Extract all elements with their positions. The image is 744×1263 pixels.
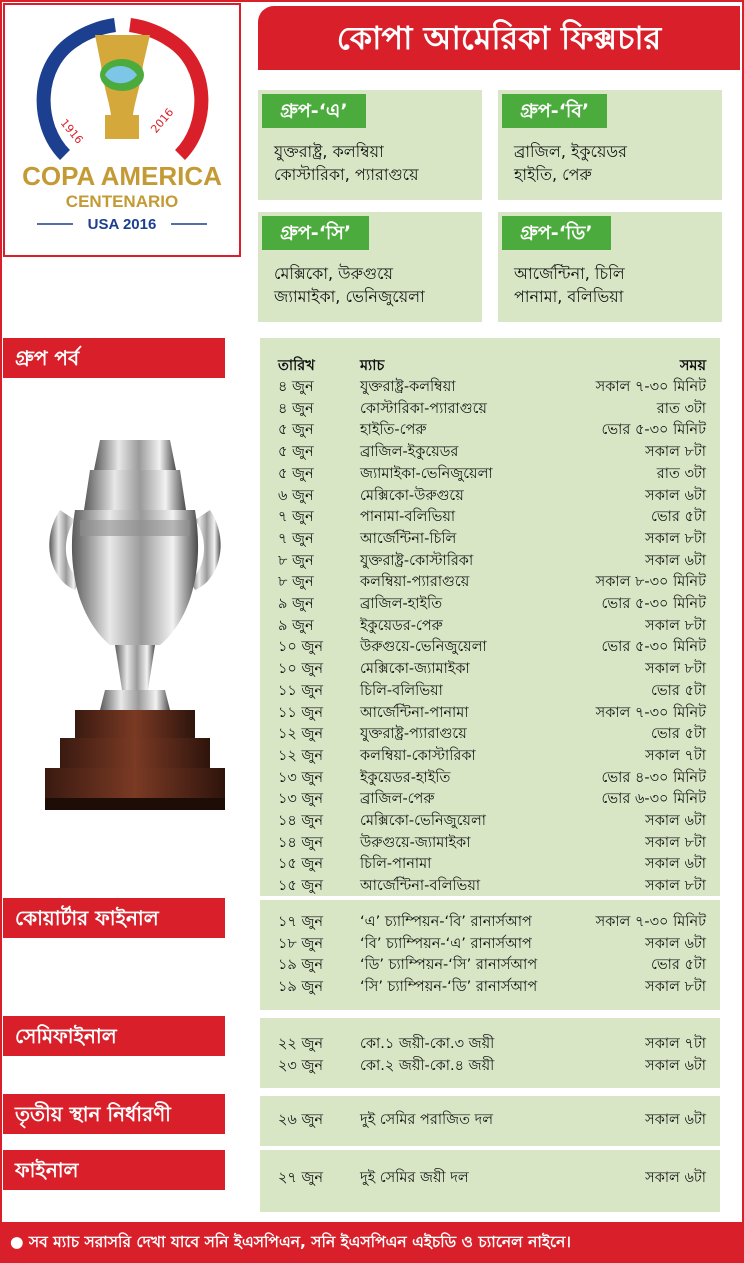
cell-time: ভোর ৪-৩০ মিনিট: [601, 769, 706, 786]
cell-time: সকাল ৭টা: [645, 747, 706, 764]
group-a-label: গ্রুপ-‘এ’: [262, 94, 366, 128]
cell-time: সকাল ৬টা: [645, 1170, 706, 1186]
svg-text:CENTENARIO: CENTENARIO: [65, 192, 179, 211]
table-row: [260, 833, 720, 854]
cell-date: ১০ জুন: [278, 661, 324, 678]
group-b-label: গ্রুপ-‘বি’: [502, 94, 607, 128]
cell-match: কো.১ জয়ী-কো.৩ জয়ী: [360, 1036, 495, 1052]
cell-match: হাইতি-পেরু: [360, 422, 427, 439]
cell-date: ২৬ জুন: [278, 1112, 324, 1128]
header-match: ম্যাচ: [360, 358, 385, 374]
cell-time: ভোর ৬-৩০ মিনিট: [601, 791, 706, 808]
cell-time: সকাল ৭-৩০ মিনিট: [595, 704, 706, 721]
third-place-schedule: [260, 1096, 720, 1146]
cell-time: সকাল ৮টা: [645, 878, 706, 895]
table-row: [260, 1110, 720, 1131]
cell-time: সকাল ৮টা: [645, 834, 706, 851]
cell-date: ৮ জুন: [278, 552, 314, 569]
cell-match: মেক্সিকো-ভেনিজুয়েলা: [360, 813, 486, 829]
cell-match: মেক্সিকো-উরুগুয়ে: [360, 487, 464, 504]
cell-date: ৫ জুন: [278, 422, 314, 439]
group-c-teams-2: জ্যামাইকা, ভেনিজুয়েলা: [274, 287, 425, 306]
table-row: [260, 1056, 720, 1077]
cell-date: ১৯ জুন: [278, 978, 324, 995]
table-row: [260, 377, 720, 398]
cell-time: সকাল ৬টা: [645, 552, 706, 569]
cell-match: ‘সি’ চ্যাম্পিয়ন-‘ডি’ রানার্সআপ: [360, 978, 538, 995]
header-date: তারিখ: [278, 358, 315, 374]
table-row: [260, 724, 720, 745]
section-label-third-place: তৃতীয় স্থান নির্ধারণী: [3, 1094, 225, 1134]
cell-match: জ্যামাইকা-ভেনিজুয়েলা: [360, 465, 493, 482]
cell-match: দুই সেমির জয়ী দল: [360, 1170, 469, 1186]
cell-date: ৬ জুন: [278, 487, 314, 504]
cell-match: ব্রাজিল-পেরু: [360, 791, 435, 808]
table-row: [260, 746, 720, 767]
table-row: [260, 594, 720, 615]
section-label-final: ফাইনাল: [3, 1150, 225, 1190]
group-d-box: [498, 212, 722, 322]
cell-match: যুক্তরাষ্ট্র-প্যারাগুয়ে: [360, 726, 467, 743]
cell-date: ৫ জুন: [278, 465, 314, 482]
cell-date: ১৮ জুন: [278, 935, 324, 952]
table-header: [260, 356, 720, 377]
cell-time: ভোর ৫-৩০ মিনিট: [601, 422, 706, 439]
cell-time: সকাল ৬টা: [645, 856, 706, 873]
cell-time: সকাল ৬টা: [645, 813, 706, 829]
cell-match: দুই সেমির পরাজিত দল: [360, 1112, 494, 1128]
group-b-teams-2: হাইতি, পেরু: [514, 165, 592, 184]
table-row: [260, 637, 720, 658]
cell-match: ‘এ’ চ্যাম্পিয়ন-‘বি’ রানার্সআপ: [360, 914, 532, 930]
cell-time: সকাল ৮-৩০ মিনিট: [595, 574, 706, 591]
cell-time: সকাল ৮টা: [645, 661, 706, 678]
table-row: [260, 399, 720, 420]
cell-date: ১৪ জুন: [278, 834, 324, 851]
cell-time: ভোর ৫টা: [651, 682, 706, 699]
cell-date: ১২ জুন: [278, 747, 324, 764]
cell-date: ৭ জুন: [278, 530, 314, 547]
group-stage-schedule: [260, 338, 720, 896]
semi-final-schedule: [260, 1018, 720, 1088]
table-row: [260, 854, 720, 875]
cell-date: ৮ জুন: [278, 574, 314, 591]
table-row: [260, 420, 720, 441]
section-label-group-stage: গ্রুপ পর্ব: [3, 338, 225, 378]
cell-match: উরুগুয়ে-জ্যামাইকা: [360, 834, 471, 851]
cell-match: ‘ডি’ চ্যাম্পিয়ন-‘সি’ রানার্সআপ: [360, 957, 538, 973]
svg-text:USA 2016: USA 2016: [87, 216, 157, 233]
cell-date: ২৭ জুন: [278, 1170, 324, 1186]
svg-text:COPA AMERICA: COPA AMERICA: [22, 161, 222, 191]
cell-time: সকাল ৭-৩০ মিনিট: [595, 914, 706, 930]
group-b-teams-1: ব্রাজিল, ইকুয়েডর: [514, 142, 627, 161]
table-row: [260, 977, 720, 998]
table-row: [260, 442, 720, 463]
cell-time: সকাল ৭টা: [645, 1036, 706, 1052]
cell-match: কোস্টারিকা-প্যারাগুয়ে: [360, 400, 487, 417]
cell-time: সকাল ৬টা: [645, 1112, 706, 1128]
svg-text:2016: 2016: [148, 105, 177, 136]
table-row: [260, 681, 720, 702]
cell-date: ১৫ জুন: [278, 878, 324, 895]
svg-text:1916: 1916: [57, 116, 86, 147]
table-row: [260, 934, 720, 955]
cell-date: ৪ জুন: [278, 379, 314, 395]
table-row: [260, 876, 720, 897]
group-c-label: গ্রুপ-‘সি’: [262, 216, 369, 250]
cell-date: ৯ জুন: [278, 617, 314, 634]
cell-date: ৯ জুন: [278, 596, 314, 612]
table-row: [260, 789, 720, 810]
cell-date: ১২ জুন: [278, 726, 324, 743]
table-row: [260, 507, 720, 528]
cell-date: ১৪ জুন: [278, 813, 324, 829]
group-d-teams-2: পানামা, বলিভিয়া: [514, 287, 624, 306]
cell-match: ইকুয়েডর-পেরু: [360, 617, 443, 634]
table-row: [260, 955, 720, 976]
cell-date: ২৩ জুন: [278, 1057, 324, 1074]
cell-match: ব্রাজিল-হাইতি: [360, 596, 443, 612]
cell-time: সকাল ৮টা: [645, 978, 706, 995]
cell-time: সকাল ৬টা: [645, 935, 706, 952]
cell-match: যুক্তরাষ্ট্র-কলম্বিয়া: [360, 379, 456, 395]
group-d-label: গ্রুপ-‘ডি’: [502, 216, 611, 250]
cell-time: সকাল ৭-৩০ মিনিট: [595, 379, 706, 395]
group-b-box: [498, 90, 722, 200]
table-row: [260, 1034, 720, 1055]
cell-time: ভোর ৫-৩০ মিনিট: [601, 596, 706, 612]
final-schedule: [260, 1150, 720, 1212]
table-row: [260, 616, 720, 637]
cell-time: সকাল ৮টা: [645, 444, 706, 461]
cell-time: ভোর ৫টা: [651, 509, 706, 526]
page-title: কোপা আমেরিকা ফিক্সচার: [258, 6, 740, 70]
cell-time: রাত ৩টা: [656, 400, 706, 417]
table-row: [260, 572, 720, 593]
cell-time: ভোর ৫-৩০ মিনিট: [601, 639, 706, 656]
table-row: [260, 1168, 720, 1189]
cell-date: ১৩ জুন: [278, 791, 324, 808]
cell-time: সকাল ৬টা: [645, 1057, 706, 1074]
cell-time: ভোর ৫টা: [651, 957, 706, 973]
cell-time: রাত ৩টা: [656, 465, 706, 482]
group-d-teams-1: আর্জেন্টিনা, চিলি: [514, 264, 625, 283]
table-row: [260, 811, 720, 832]
table-row: [260, 464, 720, 485]
table-row: [260, 912, 720, 933]
cell-date: ১১ জুন: [278, 704, 324, 721]
cell-match: চিলি-পানামা: [360, 856, 432, 873]
cell-match: যুক্তরাষ্ট্র-কোস্টারিকা: [360, 552, 474, 569]
cell-date: ১১ জুন: [278, 682, 324, 699]
cell-match: কলম্বিয়া-প্যারাগুয়ে: [360, 574, 470, 591]
cell-match: আর্জেন্টিনা-পানামা: [360, 704, 469, 721]
cell-time: সকাল ৮টা: [645, 530, 706, 547]
cell-match: ব্রাজিল-ইকুয়েডর: [360, 444, 459, 461]
cell-date: ১৯ জুন: [278, 957, 324, 973]
table-row: [260, 768, 720, 789]
table-row: [260, 703, 720, 724]
group-c-teams-1: মেক্সিকো, উরুগুয়ে: [274, 264, 393, 283]
cell-date: ৪ জুন: [278, 400, 314, 417]
cell-match: মেক্সিকো-জ্যামাইকা: [360, 661, 470, 678]
cell-date: ২২ জুন: [278, 1036, 324, 1052]
group-a-box: [258, 90, 482, 200]
cell-date: ৫ জুন: [278, 444, 314, 461]
cell-date: ১৩ জুন: [278, 769, 324, 786]
section-label-semi-final: সেমিফাইনাল: [3, 1016, 225, 1056]
table-row: [260, 659, 720, 680]
copa-america-logo: [3, 3, 241, 257]
table-row: [260, 486, 720, 507]
cell-date: ১০ জুন: [278, 639, 324, 656]
cell-match: ‘বি’ চ্যাম্পিয়ন-‘এ’ রানার্সআপ: [360, 935, 532, 952]
cell-match: আর্জেন্টিনা-চিলি: [360, 530, 457, 547]
table-row: [260, 529, 720, 550]
cell-match: আর্জেন্টিনা-বলিভিয়া: [360, 878, 481, 895]
cell-match: চিলি-বলিভিয়া: [360, 682, 443, 699]
cell-match: ইকুয়েডর-হাইতি: [360, 769, 451, 786]
trophy-image: [30, 410, 240, 830]
cell-date: ৭ জুন: [278, 509, 314, 526]
cell-date: ১৭ জুন: [278, 914, 324, 930]
group-a-teams-1: যুক্তরাষ্ট্র, কলম্বিয়া: [274, 142, 384, 161]
cell-time: সকাল ৮টা: [645, 617, 706, 634]
group-c-box: [258, 212, 482, 322]
cell-time: ভোর ৫টা: [651, 726, 706, 743]
cell-match: কো.২ জয়ী-কো.৪ জয়ী: [360, 1057, 495, 1074]
cell-match: উরুগুয়ে-ভেনিজুয়েলা: [360, 639, 487, 656]
section-label-quarter-final: কোয়ার্টার ফাইনাল: [3, 898, 225, 938]
cell-time: সকাল ৬টা: [645, 487, 706, 504]
broadcast-footer: ● সব ম্যাচ সরাসরি দেখা যাবে সনি ইএসপিএন, সনি ইএসপিএন এইচডি ও চ্যানেল নাইনে।: [0, 1222, 744, 1263]
cell-date: ১৫ জুন: [278, 856, 324, 873]
group-a-teams-2: কোস্টারিকা, প্যারাগুয়ে: [274, 165, 419, 184]
header-time: সময়: [679, 358, 706, 374]
cell-match: পানামা-বলিভিয়া: [360, 509, 456, 526]
cell-match: কলম্বিয়া-কোস্টারিকা: [360, 747, 476, 764]
quarter-final-schedule: [260, 900, 720, 1010]
table-row: [260, 551, 720, 572]
